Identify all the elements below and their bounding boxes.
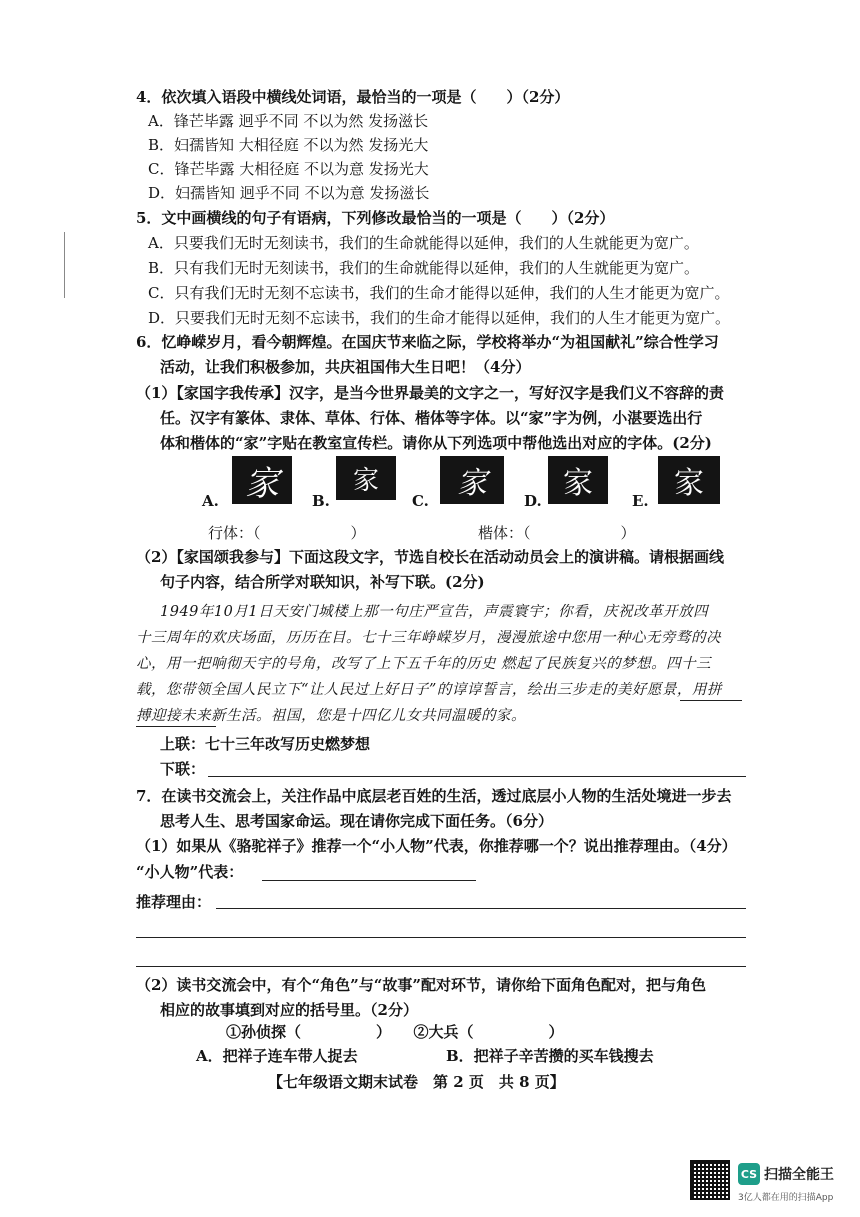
q7-stem-line1: 7．在读书交流会上，关注作品中底层老百姓的生活，透过底层小人物的生活处境进一步去 xyxy=(136,787,732,805)
story-b: B．把祥子辛苦攒的买车钱搜去 xyxy=(446,1047,654,1065)
passage-line2: 十三周年的欢庆场面，历历在目。七十三年峥嵘岁月，漫漫旅途中您用一种心无旁骛的决 xyxy=(136,630,721,646)
passage-line4: 载，您带领全国人民立下“让人民过上好日子”的谆谆誓言，绘出三步走的美好愿景，用拼 xyxy=(136,682,722,698)
q7-sub1: （1）如果从《骆驼祥子》推荐一个“小人物”代表，你推荐哪一个？说出推荐理由。（4分） xyxy=(136,837,737,855)
roles-line[interactable]: ①孙侦探（ ） ②大兵（ ） xyxy=(226,1023,564,1041)
lower-couplet-label: 下联： xyxy=(160,760,206,778)
glyph-c-label: C. xyxy=(412,492,429,510)
q5-option-d: D．只要我们无时无刻不忘读书，我们的生命才能得以延伸，我们的人生才能更为宽广。 xyxy=(148,309,731,327)
story-a: A．把祥子连车带人捉去 xyxy=(196,1047,358,1065)
q5-option-a: A．只要我们无时无刻读书，我们的生命就能得以延伸，我们的人生就能更为宽广。 xyxy=(148,234,699,252)
passage-line3: 心，用一把响彻天宇的号角，改写了上下五千年的历史 燃起了民族复兴的梦想。四十三 xyxy=(136,656,712,672)
q7-stem-line2: 思考人生、思考国家命运。现在请你完成下面任务。（6分） xyxy=(160,812,553,830)
reason-blank-1[interactable] xyxy=(216,908,746,909)
glyph-a-label: A. xyxy=(202,492,219,510)
q6-stem-line1: 6．忆峥嵘岁月，看今朝辉煌。在国庆节来临之际，学校将举办“为祖国献礼”综合性学习 xyxy=(136,333,719,351)
page-footer: 【七年级语文期末试卷 第 2 页 共 8 页】 xyxy=(268,1073,565,1091)
q5-option-b: B．只有我们无时无刻读书，我们的生命就能得以延伸，我们的人生就能更为宽广。 xyxy=(148,259,700,277)
glyph-b-label: B. xyxy=(312,492,330,510)
passage-underline-1 xyxy=(680,700,742,701)
q5-stem: 5．文中画横线的句子有语病，下列修改最恰当的一项是（ ）（2分） xyxy=(136,209,615,227)
q6-stem-line2: 活动，让我们积极参加，共庆祖国伟大生日吧！（4分） xyxy=(160,358,531,376)
qr-code-icon xyxy=(690,1160,730,1200)
glyph-d-box xyxy=(548,456,608,504)
scanner-brand: 扫描全能王 xyxy=(764,1167,834,1183)
glyph-e-char: 家 xyxy=(674,466,704,501)
rep-blank[interactable] xyxy=(262,880,476,881)
glyph-d-char: 家 xyxy=(563,466,593,501)
glyph-b-box xyxy=(336,456,396,500)
reason-blank-3[interactable] xyxy=(136,966,746,967)
q4-option-d: D．妇孺皆知 迥乎不同 不以为意 发扬滋长 xyxy=(148,184,430,202)
passage-underline-2 xyxy=(136,726,216,727)
q7-sub2-line1: （2）读书交流会中，有个“角色”与“故事”配对环节，请你给下面角色配对，把与角色 xyxy=(136,976,706,994)
q6-sub2-line1: （2）【家国颂我参与】下面这段文字，节选自校长在活动动员会上的演讲稿。请根据画线 xyxy=(136,548,724,566)
q4-option-c: C．锋芒毕露 大相径庭 不以为意 发扬光大 xyxy=(148,160,429,178)
answer-kai[interactable]: 楷体：（ ） xyxy=(478,524,636,542)
glyph-e-label: E. xyxy=(632,492,649,510)
glyph-c-box xyxy=(440,456,504,504)
q6-sub1-line2: 任。汉字有篆体、隶体、草体、行体、楷体等字体。以“家”字为例，小湛要选出行 xyxy=(160,409,703,427)
q6-sub1-line3: 体和楷体的“家”字贴在教室宣传栏。请你从下列选项中帮他选出对应的字体。(2分) xyxy=(160,434,712,452)
q4-option-a: A．锋芒毕露 迥乎不同 不以为然 发扬滋长 xyxy=(148,112,429,130)
q7-sub2-line2: 相应的故事填到对应的括号里。（2分） xyxy=(160,1001,418,1019)
reason-blank-2[interactable] xyxy=(136,937,746,938)
passage-line1: 1949年10月1日天安门城楼上那一句庄严宣告，声震寰宇；你看，庆祝改革开放四 xyxy=(160,604,709,620)
q6-sub1-line1: （1）【家国字我传承】汉字，是当今世界最美的文字之一，写好汉字是我们义不容辞的责 xyxy=(136,384,724,402)
q5-option-c: C．只有我们无时无刻不忘读书，我们的生命才能得以延伸，我们的人生才能更为宽广。 xyxy=(148,284,730,302)
lower-couplet-blank[interactable] xyxy=(208,776,746,777)
glyph-c-char: 家 xyxy=(457,466,487,501)
glyph-e-box xyxy=(658,456,720,504)
answer-xing[interactable]: 行体：（ ） xyxy=(208,524,366,542)
glyph-a-box xyxy=(232,456,292,504)
q4-option-b: B．妇孺皆知 大相径庭 不以为然 发扬光大 xyxy=(148,136,429,154)
rep-label: “小人物”代表： xyxy=(136,863,244,881)
margin-mark xyxy=(64,232,65,298)
reason-label: 推荐理由： xyxy=(136,893,212,911)
glyph-d-label: D. xyxy=(524,492,542,510)
glyph-a-char: 家 xyxy=(245,463,279,504)
passage-line5: 搏迎接未来新生活。祖国，您是十四亿儿女共同温暖的家。 xyxy=(136,708,526,724)
scanner-tagline: 3亿人都在用的扫描App xyxy=(738,1193,834,1203)
q4-stem: 4．依次填入语段中横线处词语，最恰当的一项是（ ）（2分） xyxy=(136,88,570,106)
q6-sub2-line2: 句子内容，结合所学对联知识，补写下联。(2分) xyxy=(160,573,485,591)
glyph-b-char: 家 xyxy=(352,465,379,496)
camscanner-logo-icon: CS xyxy=(738,1163,760,1185)
upper-couplet: 上联：七十三年改写历史燃梦想 xyxy=(160,735,371,753)
